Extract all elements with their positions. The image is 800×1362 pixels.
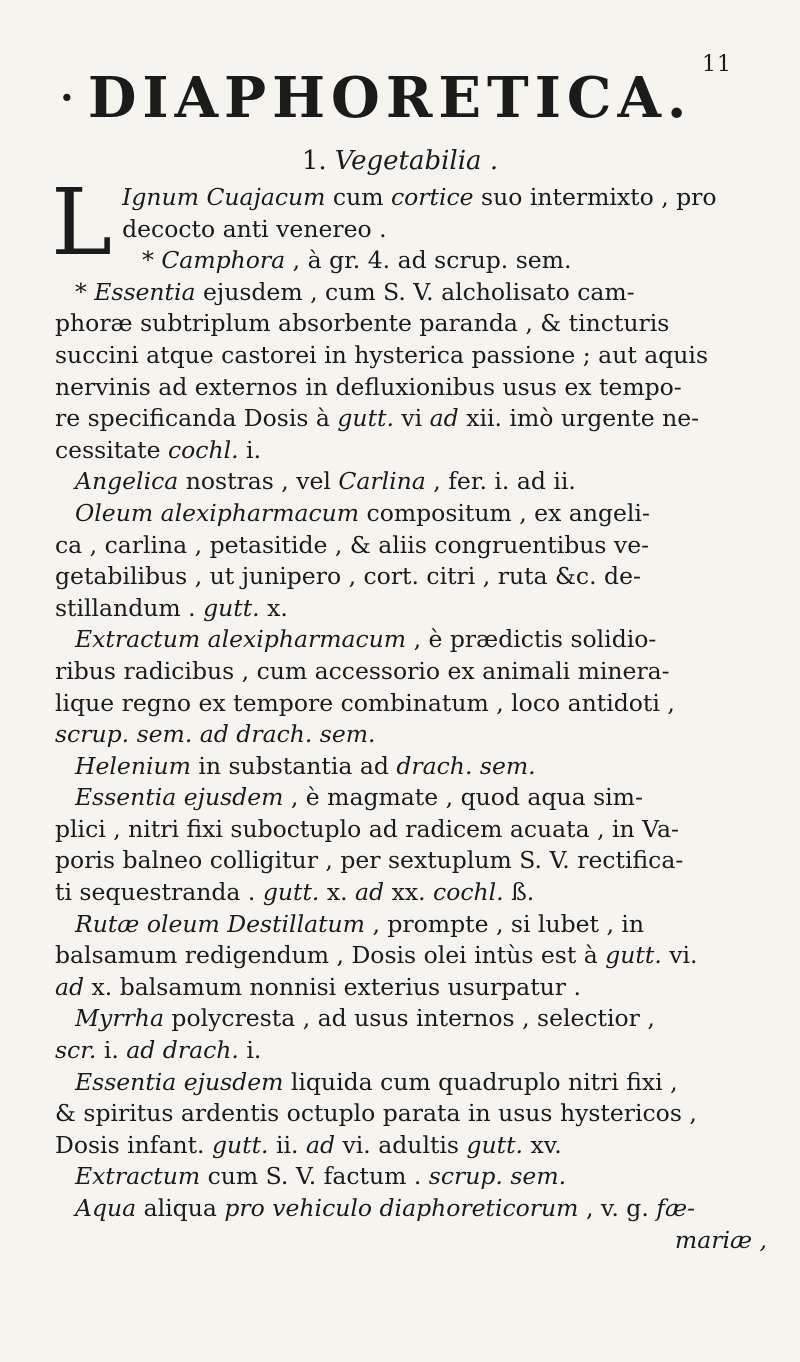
text-run: vi bbox=[393, 404, 430, 433]
italic-run: Angelica bbox=[75, 467, 179, 496]
text-run: * bbox=[142, 246, 162, 275]
text-run: x. balsamum nonnisi exterius usurpatur . bbox=[84, 972, 581, 1001]
italic-run: scrup. sem. bbox=[428, 1162, 567, 1191]
text-run: vi. adultis bbox=[335, 1130, 467, 1159]
text-run: decocto anti venereo . bbox=[122, 214, 387, 243]
text-line bbox=[55, 466, 767, 498]
italic-run: cortice bbox=[390, 183, 474, 211]
text-line bbox=[55, 624, 767, 656]
text-line bbox=[122, 214, 767, 246]
text-run: in substantia ad bbox=[190, 751, 397, 780]
text-line bbox=[55, 1161, 767, 1193]
italic-run: Essentia ejusdem bbox=[75, 783, 284, 812]
italic-run: gutt. bbox=[211, 1130, 269, 1159]
italic-run: cochl. bbox=[167, 435, 239, 464]
italic-run: Extractum bbox=[75, 1162, 201, 1191]
text-run: , prompte , si lubet , in bbox=[364, 909, 645, 938]
text-line bbox=[55, 277, 767, 309]
italic-run: Extractum alexipharmacum bbox=[75, 625, 407, 654]
text-line bbox=[55, 972, 767, 1004]
text-line bbox=[55, 435, 767, 467]
text-line bbox=[55, 656, 767, 688]
italic-run: scrup. sem. ad drach. sem. bbox=[55, 720, 376, 749]
text-line bbox=[55, 688, 767, 720]
text-line bbox=[55, 782, 767, 814]
text-line bbox=[55, 561, 767, 593]
italic-run: scr. bbox=[55, 1036, 97, 1065]
text-run: i. bbox=[96, 1036, 127, 1065]
text-run: , è prædictis solidio- bbox=[406, 625, 657, 654]
text-run: , à gr. 4. ad scrup. sem. bbox=[285, 246, 572, 275]
italic-run: ad bbox=[355, 878, 385, 907]
text-run: cum bbox=[325, 183, 391, 211]
text-run: * bbox=[75, 277, 95, 306]
text-line bbox=[55, 751, 767, 783]
text-line bbox=[55, 308, 767, 340]
text-run: nervinis ad externos in defluxionibus usus ex tempo- bbox=[55, 372, 682, 401]
italic-run: Ignum Cuajacum bbox=[122, 183, 326, 211]
text-run: plici , nitri fixi suboctuplo ad radicem acuata , in Va- bbox=[55, 814, 679, 843]
italic-run: cochl. bbox=[433, 878, 504, 907]
text-run: xii. imò urgente ne- bbox=[458, 404, 700, 433]
text-run: phoræ subtriplum absorbente paranda , & tincturis bbox=[55, 309, 670, 338]
italic-run: mariæ , bbox=[674, 1225, 767, 1254]
text-run: & spiritus ardentis octuplo parata in usus hystericos , bbox=[55, 1099, 697, 1128]
text-line bbox=[55, 940, 767, 972]
text-run: i. bbox=[238, 1036, 262, 1065]
text-run: ribus radicibus , cum accessorio ex animali minera- bbox=[55, 656, 670, 685]
text-run: cessitate bbox=[55, 435, 168, 464]
italic-run: gutt. bbox=[337, 404, 394, 433]
text-line bbox=[55, 1003, 767, 1035]
italic-run: ad drach. bbox=[126, 1036, 239, 1065]
text-run: x. bbox=[259, 593, 288, 622]
text-run: lique regno ex tempore combinatum , loco antidoti , bbox=[55, 688, 675, 717]
text-run: xx. bbox=[384, 878, 434, 907]
text-run: xv. bbox=[523, 1130, 562, 1159]
text-run: liquida cum quadruplo nitri fixi , bbox=[283, 1067, 678, 1096]
italic-run: gutt. bbox=[605, 941, 662, 970]
italic-run: Aqua bbox=[75, 1194, 137, 1222]
italic-run: drach. sem. bbox=[396, 751, 536, 780]
section-label: Vegetabilia . bbox=[334, 146, 499, 176]
text-line bbox=[55, 530, 767, 562]
text-run: i. bbox=[238, 435, 262, 464]
text-run: ti sequestranda . bbox=[55, 878, 263, 907]
title-dash: · bbox=[58, 66, 76, 131]
italic-run: Carlina bbox=[338, 467, 426, 496]
text-line bbox=[55, 845, 767, 877]
text-run: , v. g. bbox=[578, 1194, 657, 1222]
text-run: compositum , ex angeli- bbox=[359, 498, 650, 527]
text-run: balsamum redigendum , Dosis olei intùs est à bbox=[55, 941, 606, 970]
italic-run: gutt. bbox=[466, 1130, 523, 1159]
text-run: stillandum . bbox=[55, 593, 204, 622]
italic-run: Essentia bbox=[94, 277, 196, 306]
text-line bbox=[122, 182, 767, 214]
text-run: , fer. i. ad ii. bbox=[425, 467, 576, 496]
text-run: Dosis infant. bbox=[55, 1130, 212, 1159]
text-run: getabilibus , ut junipero , cort. citri , ruta &c. de- bbox=[55, 562, 641, 591]
italic-run: ad bbox=[55, 972, 85, 1001]
text-line bbox=[55, 814, 767, 846]
italic-run: Myrrha bbox=[75, 1004, 164, 1033]
text-run: ß. bbox=[503, 878, 535, 907]
italic-run: gutt. bbox=[203, 593, 260, 622]
text-run: aliqua bbox=[136, 1194, 225, 1222]
text-line bbox=[55, 1225, 767, 1257]
text-line bbox=[55, 372, 767, 404]
text-line bbox=[122, 245, 767, 277]
text-run: vi. bbox=[661, 941, 698, 970]
text-line bbox=[55, 593, 767, 625]
text-line bbox=[55, 403, 767, 435]
section-number: 1. bbox=[301, 146, 327, 176]
text-line bbox=[55, 1130, 767, 1162]
text-line bbox=[55, 719, 767, 751]
text-run: suo intermixto , pro bbox=[473, 183, 717, 211]
drop-cap: L bbox=[51, 169, 113, 276]
text-run: ca , carlina , petasitide , & aliis congruentibus ve- bbox=[55, 530, 650, 559]
text-line bbox=[55, 909, 767, 941]
text-run: polycresta , ad usus internos , selectior , bbox=[163, 1004, 655, 1033]
text-line bbox=[55, 340, 767, 372]
text-run: cum S. V. factum . bbox=[200, 1162, 429, 1191]
text-run: re specificanda Dosis à bbox=[55, 404, 338, 433]
page-number: 11 bbox=[702, 52, 732, 77]
text-run: x. bbox=[319, 878, 356, 907]
page-title bbox=[58, 65, 758, 131]
text-line bbox=[55, 498, 767, 530]
text-line bbox=[55, 1035, 767, 1067]
body-text bbox=[51, 169, 767, 1256]
text-line bbox=[55, 1098, 767, 1130]
italic-run: Oleum alexipharmacum bbox=[75, 498, 360, 527]
italic-run: fæ- bbox=[656, 1194, 696, 1222]
text-run: poris balneo colligitur , per sextuplum S. V. rectifica- bbox=[55, 846, 684, 875]
italic-run: Helenium bbox=[75, 751, 191, 780]
text-run: succini atque castorei in hysterica passione ; aut aquis bbox=[55, 340, 709, 369]
italic-run: pro vehiculo diaphoreticorum bbox=[224, 1194, 579, 1222]
text-run: ii. bbox=[268, 1130, 306, 1159]
italic-run: Essentia ejusdem bbox=[75, 1067, 284, 1096]
italic-run: Rutæ oleum Destillatum bbox=[75, 909, 365, 938]
text-run: ejusdem , cum S. V. alcholisato cam- bbox=[195, 277, 635, 306]
italic-run: Camphora bbox=[161, 246, 286, 275]
text-line bbox=[55, 877, 767, 909]
text-line bbox=[55, 1193, 767, 1225]
italic-run: ad bbox=[305, 1130, 336, 1159]
text-line bbox=[55, 1067, 767, 1099]
section-heading bbox=[0, 146, 800, 176]
text-run: , è magmate , quod aqua sim- bbox=[283, 783, 643, 812]
italic-run: ad bbox=[429, 404, 459, 433]
italic-run: gutt. bbox=[262, 878, 320, 907]
text-run: nostras , vel bbox=[178, 467, 339, 496]
title-text: DIAPHORETICA. bbox=[87, 65, 693, 131]
